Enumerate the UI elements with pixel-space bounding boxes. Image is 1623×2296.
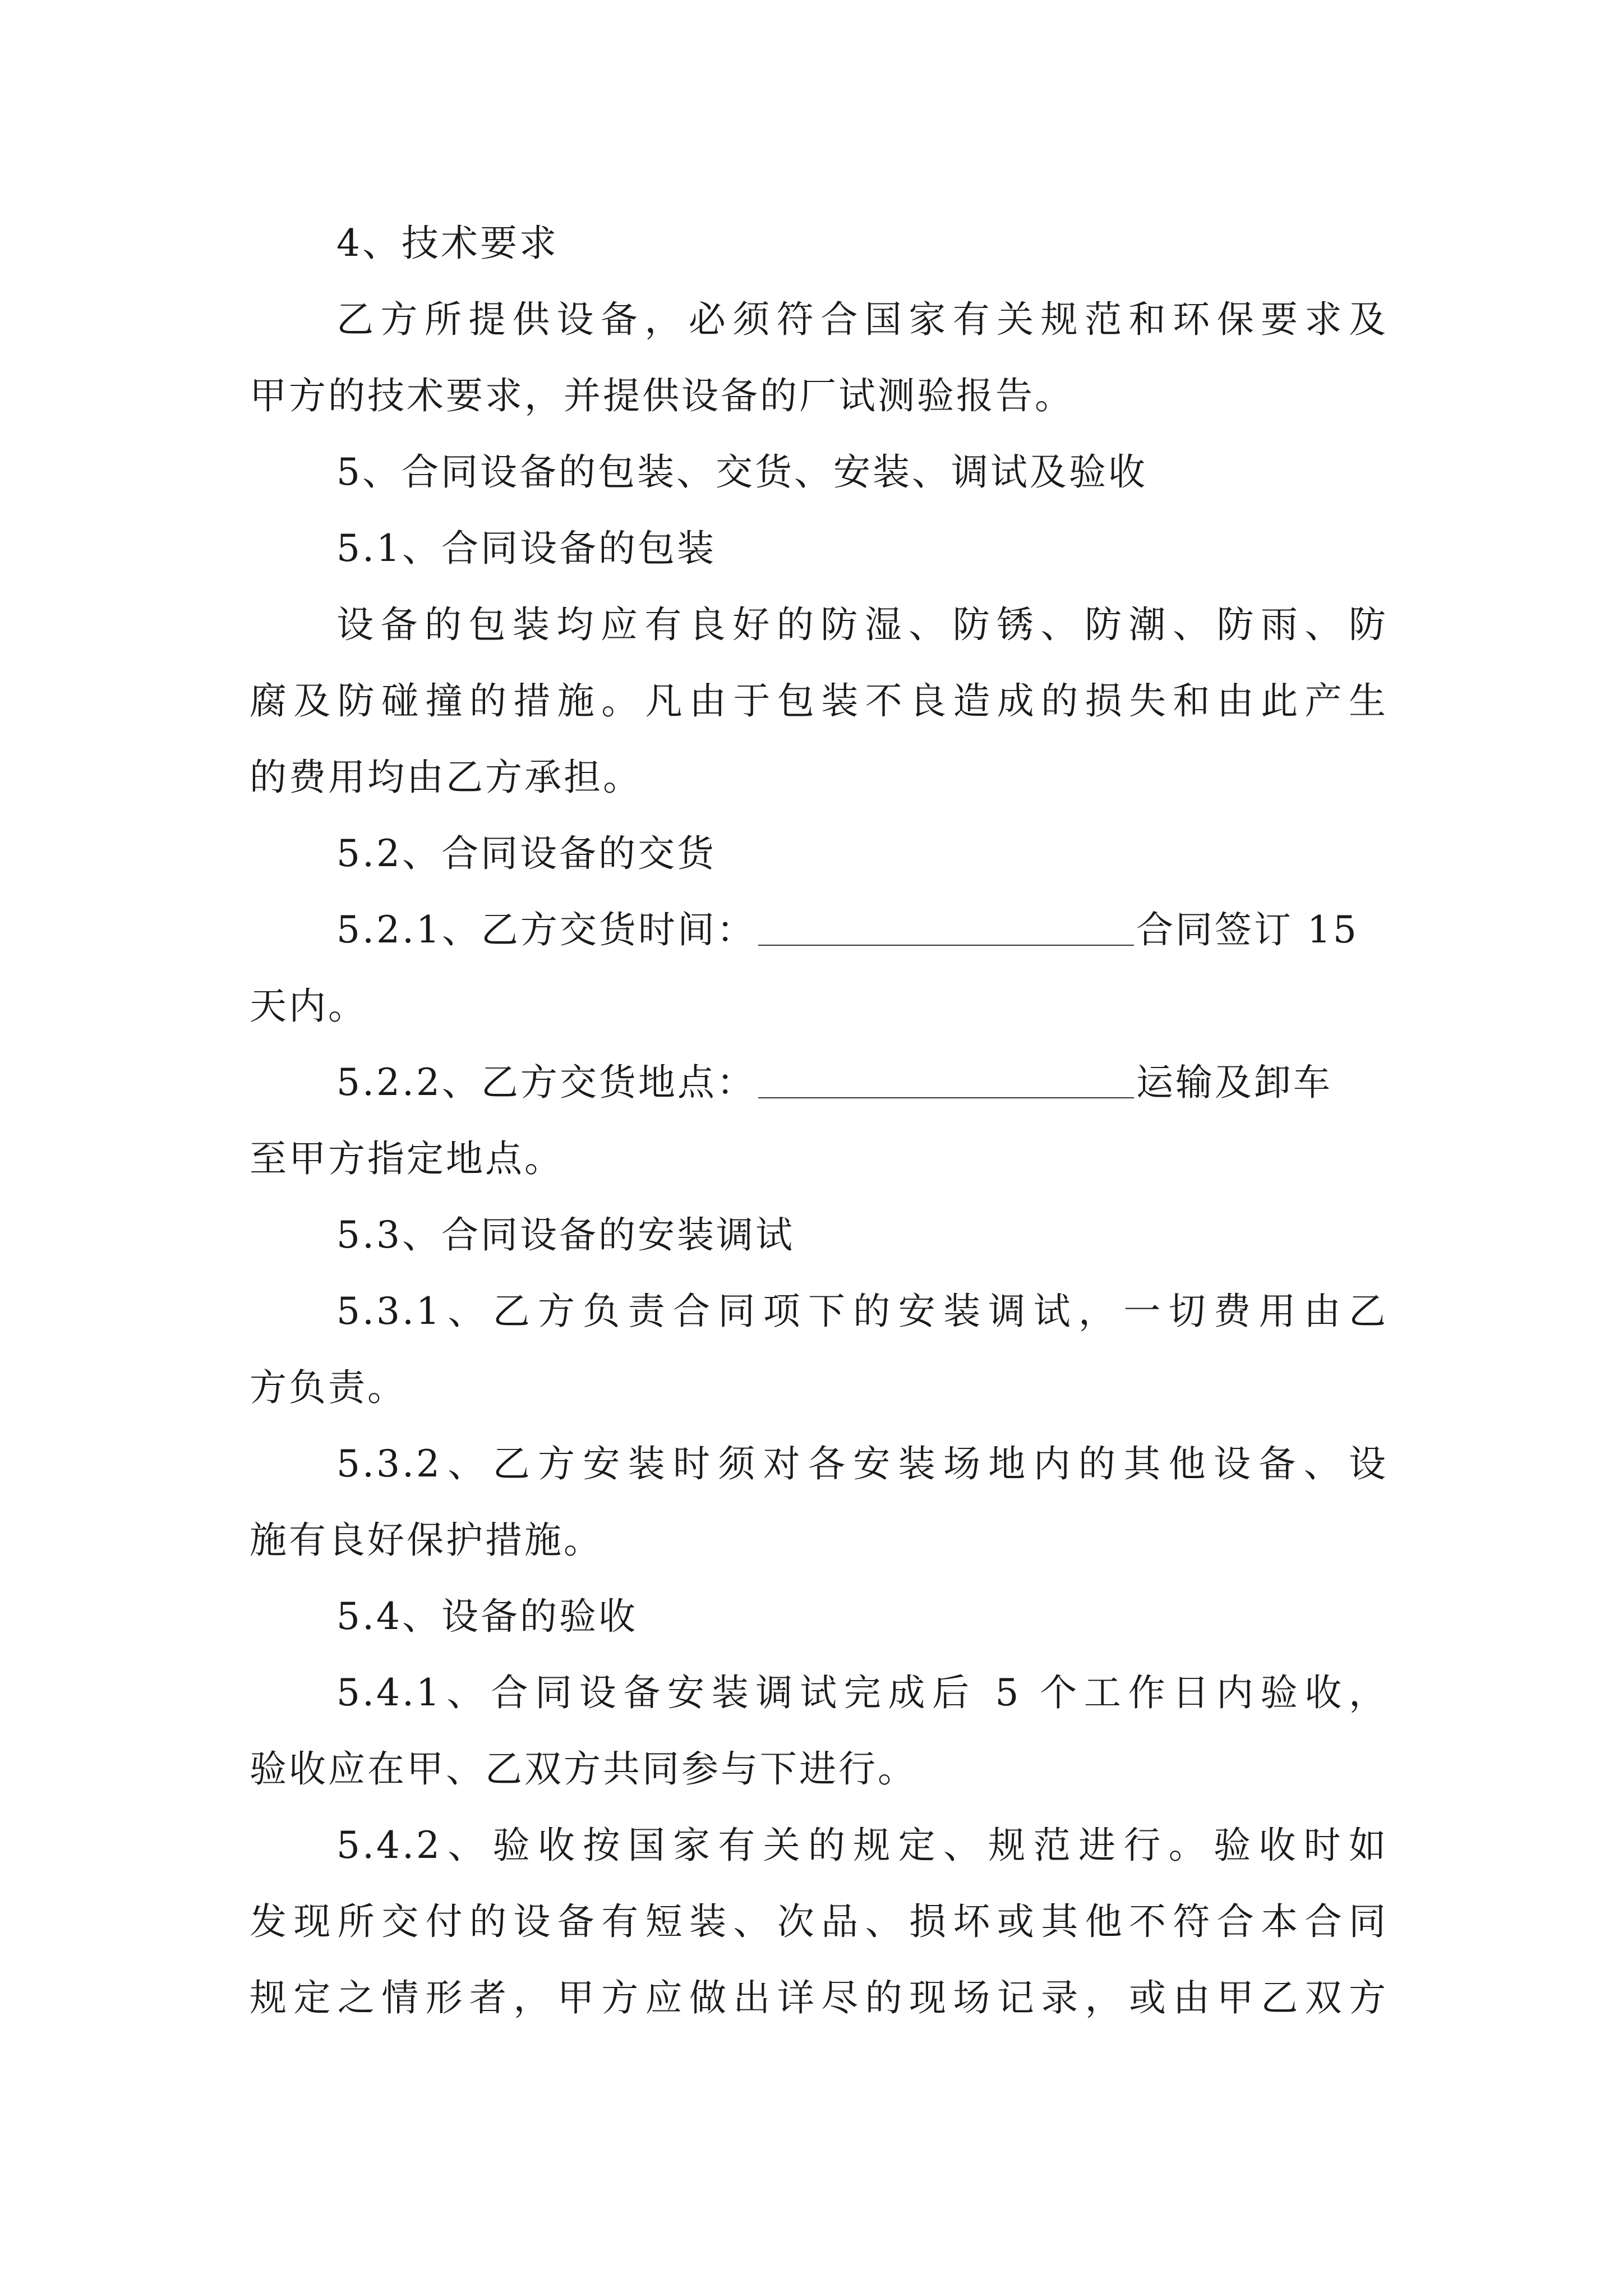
paragraph-line: 的费用均由乙方承担。	[250, 756, 642, 799]
paragraph-line: 规定之情形者，甲方应做出详尽的现场记录，或由甲乙双方	[250, 1976, 1388, 2019]
paragraph-line: 发现所交付的设备有短装、次品、损坏或其他不符合本合同	[250, 1900, 1388, 1943]
paragraph-line: 至甲方指定地点。	[250, 1137, 564, 1180]
delivery-time-suffix: 合同签订 15	[1136, 908, 1359, 951]
delivery-location-label: 5.2.2、乙方交货地点：	[336, 1061, 756, 1104]
paragraph-line: 5.3.1、乙方负责合同项下的安装调试，一切费用由乙	[336, 1290, 1388, 1333]
section-heading-packaging-delivery: 5、合同设备的包装、交货、安装、调试及验收	[336, 450, 1147, 494]
paragraph-line: 验收应在甲、乙双方共同参与下进行。	[250, 1747, 917, 1791]
paragraph-line: 5.3.2、乙方安装时须对各安装场地内的其他设备、设	[336, 1442, 1388, 1485]
paragraph-line: 设备的包装均应有良好的防湿、防锈、防潮、防雨、防	[336, 603, 1388, 646]
subsection-heading-installation: 5.3、合同设备的安装调试	[336, 1213, 795, 1257]
paragraph-line: 5.4.2、验收按国家有关的规定、规范进行。验收时如	[336, 1824, 1388, 1867]
delivery-time-line	[336, 903, 1388, 957]
paragraph-line: 腐及防碰撞的措施。凡由于包装不良造成的损失和由此产生	[250, 679, 1388, 723]
paragraph-line: 5.4.1、合同设备安装调试完成后 5 个工作日内验收，	[336, 1671, 1388, 1714]
paragraph-line: 方负责。	[250, 1366, 407, 1409]
section-heading-technical-requirements: 4、技术要求	[336, 222, 559, 265]
delivery-location-line	[336, 1056, 1388, 1110]
delivery-location-suffix: 运输及卸车	[1136, 1061, 1332, 1104]
subsection-heading-packaging: 5.1、合同设备的包装	[336, 527, 716, 570]
delivery-time-blank-field[interactable]	[758, 911, 1134, 946]
delivery-time-label: 5.2.1、乙方交货时间：	[336, 908, 756, 951]
paragraph-line: 甲方的技术要求，并提供设备的厂试测验报告。	[250, 374, 1074, 417]
paragraph-line: 天内。	[250, 984, 367, 1028]
subsection-heading-delivery: 5.2、合同设备的交货	[336, 832, 716, 875]
delivery-location-blank-field[interactable]	[758, 1064, 1134, 1098]
paragraph-line: 施有良好保护措施。	[250, 1519, 603, 1562]
subsection-heading-acceptance: 5.4、设备的验收	[336, 1595, 638, 1638]
paragraph-line: 乙方所提供设备，必须符合国家有关规范和环保要求及	[336, 298, 1388, 341]
